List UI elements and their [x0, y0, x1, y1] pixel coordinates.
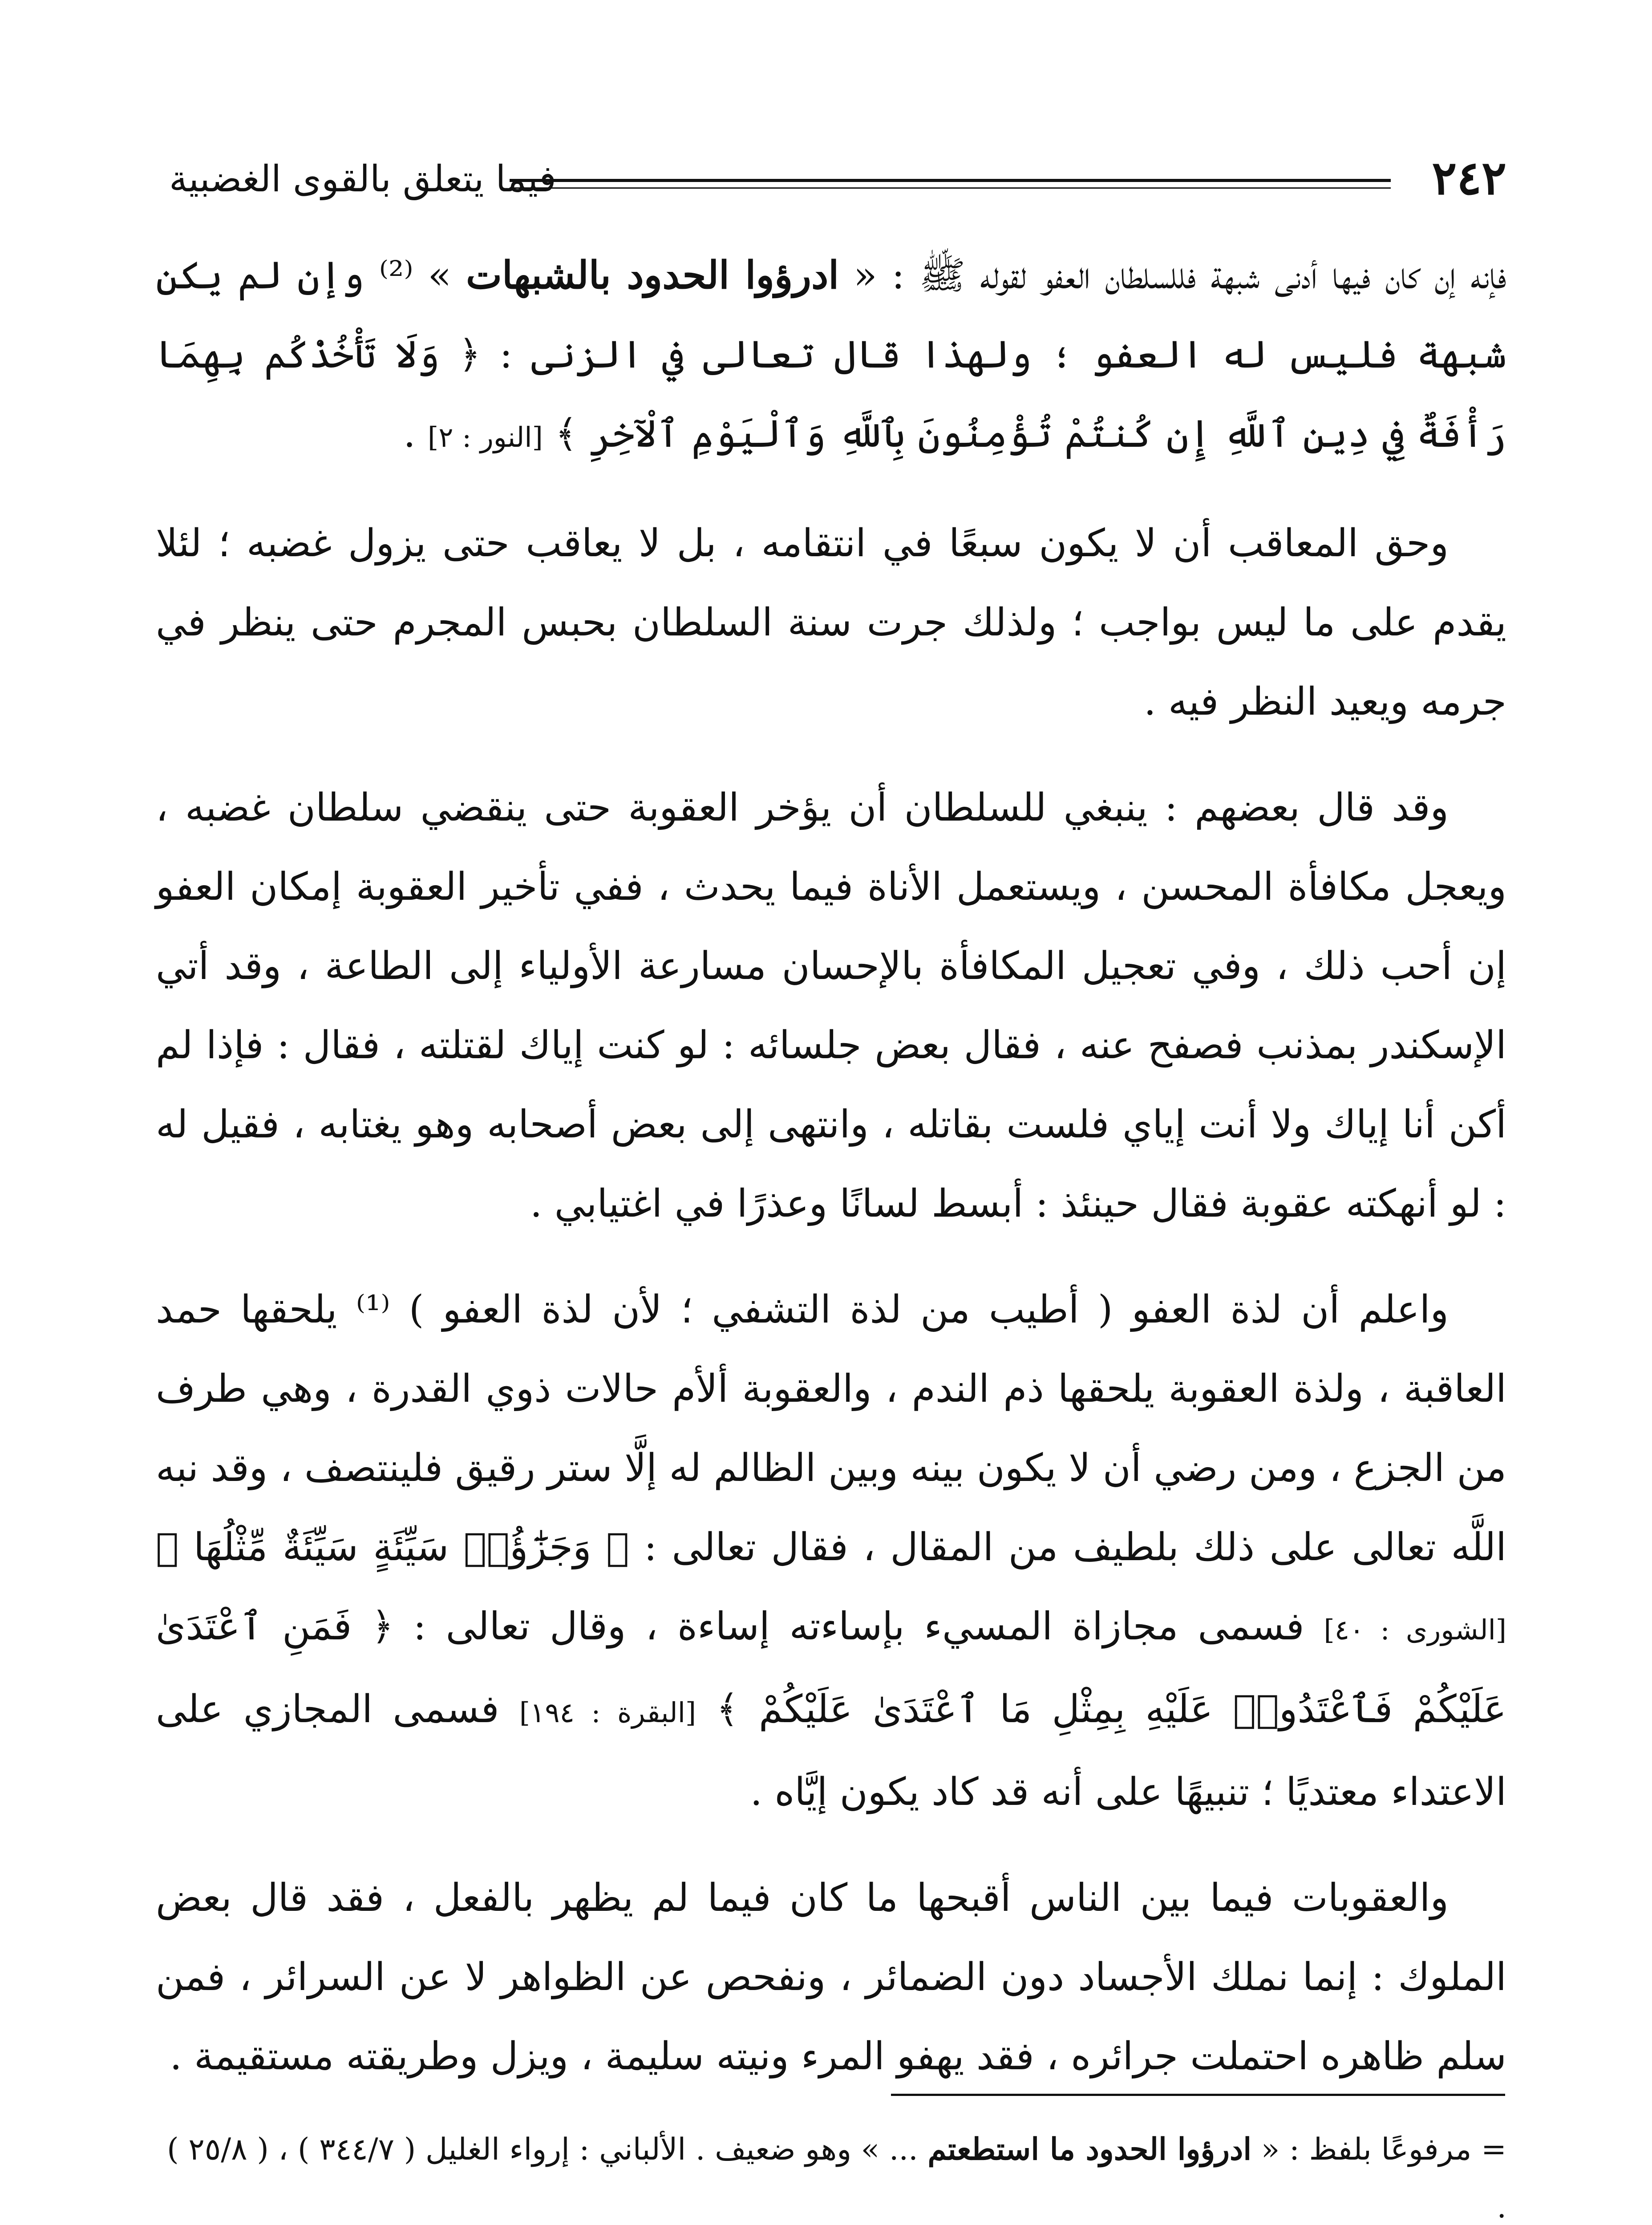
paragraph-3 — [156, 768, 1506, 1243]
paragraph-text: . — [403, 412, 428, 456]
paragraph-text: وحق المعاقب أن لا يكون سبعًا في انتقامه ، بل لا يعاقب حتى يزول غضبه ؛ لئلا يقدم على ما ليس بواجب ؛ ولذلك جرت سنة السلطان بحبس المجرم حتى ينظر في جرمه ويعيد النظر فيه . — [156, 521, 1506, 724]
paragraph-text: واعلم أن لذة العفو ( أطيب من لذة التشفي ؛ لأن لذة العفو ) ⁽¹⁾ يلحقها حمد العاقبة ، ولذة العقوبة يلحقها ذم الندم ، والعقوبة ألأم حالات ذوي القدرة ، وهي طرف من الجزع ، ومن رضي أن لا يكون بينه وبين الظالم له إلَّا ستر رقيق فلينتصف ، وقد نبه اللَّه تعالى على ذلك بلطيف من المقال ، فقال تعالى : ﴿ وَجَزَٰٓؤُا۟ سَيِّئَةٍ سَيِّئَةٌ مِّثْلُهَا ﴾ — [156, 1287, 1507, 1570]
header-double-rule — [510, 179, 1391, 189]
paragraph-1 — [156, 236, 1506, 477]
quran-reference: [البقرة : ١٩٤] — [519, 1696, 696, 1729]
paragraph-text: » ⁽²⁾ وإن لم يكن شبهة فليس له العفو ؛ ولهذا قال تعالى في الزنى : ﴿ وَلَا تَأْخُذْكُم بِهِمَا رَأْفَةٌ فِي دِينِ ٱللَّهِ إِن كُنتُمْ تُؤْمِنُونَ بِٱللَّهِ وَٱلْيَوْمِ ٱلْآخِرِ ﴾ — [156, 253, 1506, 456]
page-number: ٢٤٢ — [1432, 150, 1506, 205]
running-title: فيما يتعلق بالقوى الغضبية — [169, 158, 556, 200]
page-header — [169, 147, 1506, 218]
footnote-continuation — [156, 2120, 1506, 2225]
paragraph-text: وقد قال بعضهم : ينبغي للسلطان أن يؤخر العقوبة حتى ينقضي سلطان غضبه ، ويعجل مكافأة المحسن ، ويستعمل الأناة فيما يحدث ، ففي تأخير العقوبة إمكان العفو إن أحب ذلك ، وفي تعجيل المكافأة بالإحسان مسارعة الأولياء إلى الطاعة ، وقد أتي الإسكندر بمذنب فصفح عنه ، فقال بعض جلسائه : لو كنت إياك لقتلته ، فقال : فإذا لم أكن أنا إياك ولا أنت إياي فلست بقاتله ، وانتهى إلى بعض أصحابه وهو يغتابه ، فقيل له : لو أنهكته عقوبة فقال حينئذ : أبسط لسانًا وعذرًا في اغتيابي . — [156, 785, 1506, 1226]
footnote-text: = مرفوعًا بلفظ : « — [1251, 2132, 1506, 2167]
main-text — [156, 236, 1506, 2123]
footnote-text: ... » وهو ضعيف . الألباني : إرواء الغليل ( ٣٤٤/٧ ) ، ( ٢٥/٨ ) . — [167, 2132, 1506, 2225]
footnote-separator — [891, 2094, 1505, 2096]
paragraph-text: فإنه إن كان فيها أدنى شبهة فللسلطان العفو لقوله ﷺ : « — [839, 253, 1506, 298]
paragraph-text: فسمى مجازاة المسيء بإساءته إساءة ، وقال تعالى : ﴿ فَمَنِ ٱعْتَدَىٰ عَلَيْكُمْ فَٱعْتَدُوا۟ عَلَيْهِ بِمِثْلِ مَا ٱعْتَدَىٰ عَلَيْكُمْ ﴾ — [156, 1604, 1506, 1731]
paragraph-5 — [156, 1858, 1506, 2096]
paragraph-text: والعقوبات فيما بين الناس أقبحها ما كان فيما لم يظهر بالفعل ، فقد قال بعض الملوك : إنما نملك الأجساد دون الضمائر ، ونفحص عن الظواهر لا عن السرائر ، فمن سلم ظاهره احتملت جرائره ، فقد يهفو المرء ونيته سليمة ، ويزل وطريقته مستقيمة . — [156, 1876, 1506, 2079]
paragraph-2 — [156, 504, 1506, 741]
hadith-quote: ادرؤوا الحدود بالشبهات — [466, 253, 839, 298]
quran-reference: [النور : ٢] — [428, 421, 543, 453]
quran-reference: [الشورى : ٤٠] — [1324, 1614, 1506, 1646]
paragraph-text: فسمى المجازي على الاعتداء معتديًا ؛ تنبيهًا على أنه قد كاد يكون إيَّاه . — [156, 1687, 1506, 1814]
footnotes — [156, 2120, 1506, 2225]
paragraph-4 — [156, 1270, 1506, 1832]
footnote-hadith: ادرؤوا الحدود ما استطعتم — [927, 2132, 1252, 2167]
